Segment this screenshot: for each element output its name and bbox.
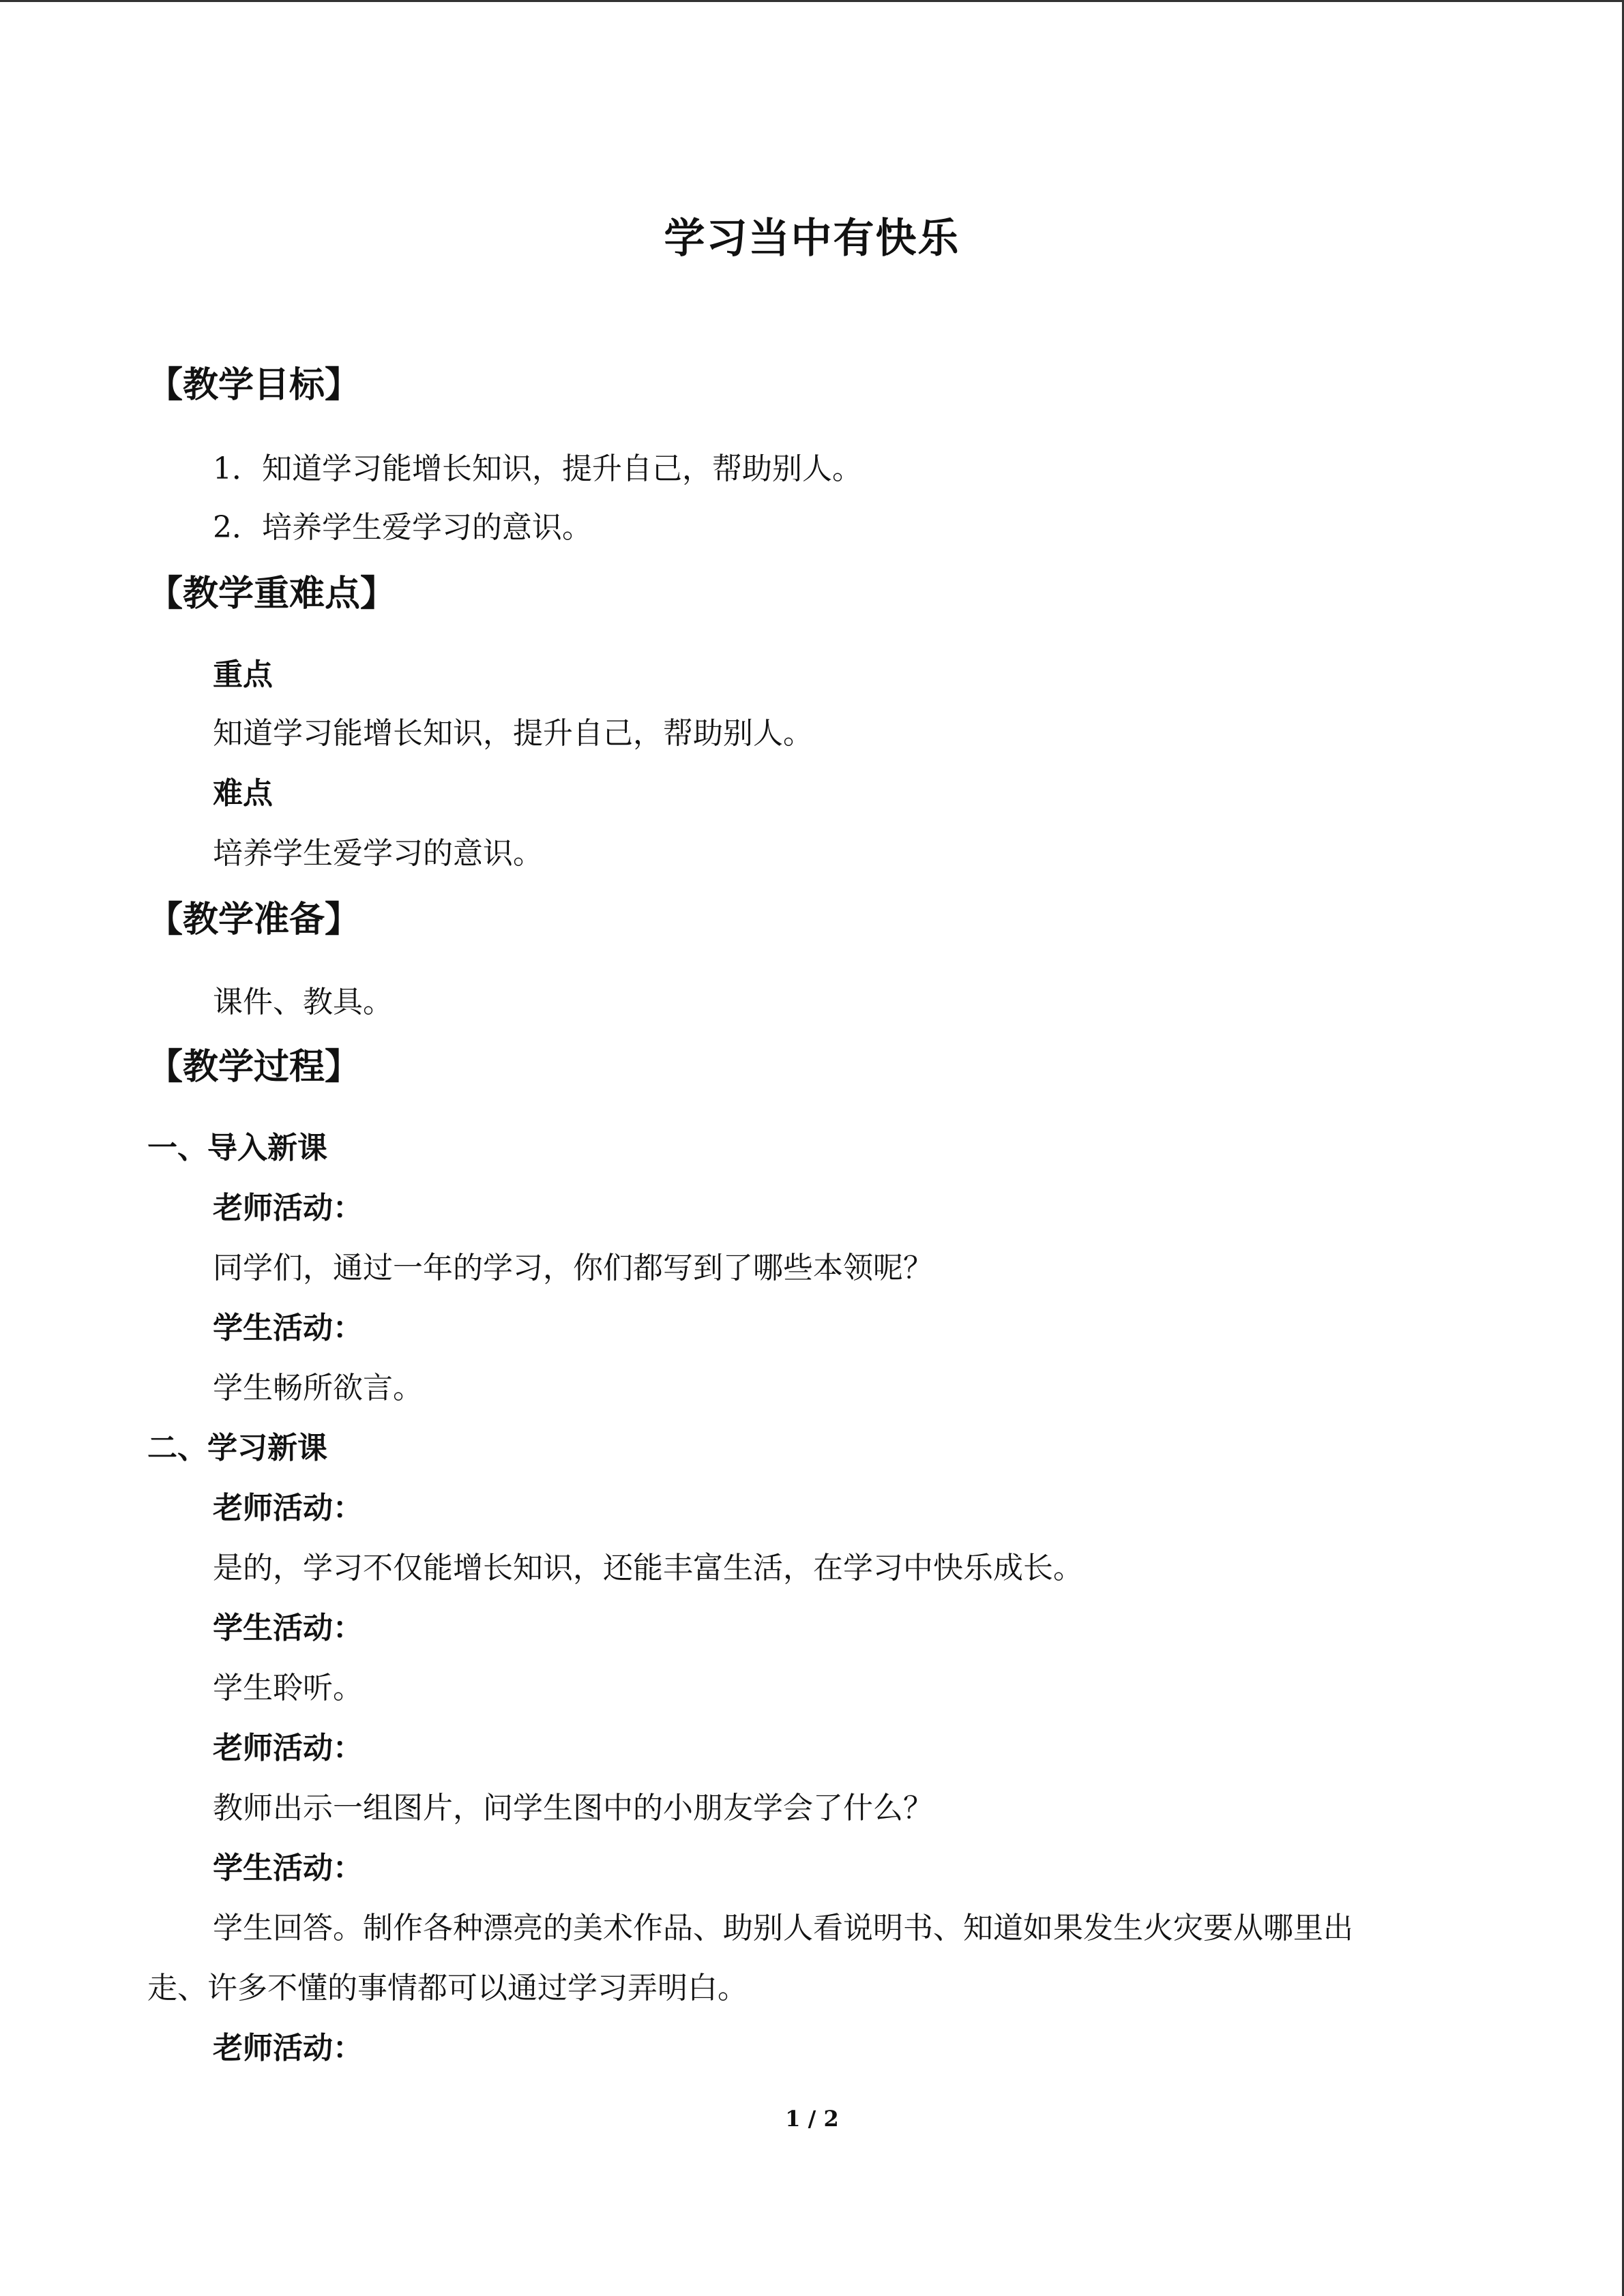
preparation-heading: 【教学准备】: [147, 899, 361, 940]
part2-student-label-2: 学生活动：: [213, 1851, 363, 1885]
goal-item-1: 1．知道学习能增长知识，提升自己，帮助别人。: [213, 451, 862, 486]
part2-student-text-1: 学生聆听。: [213, 1671, 363, 1705]
part1-student-text: 学生畅所欲言。: [213, 1371, 423, 1405]
goal-item-2: 2．培养学生爱学习的意识。: [213, 510, 592, 545]
focus-text: 知道学习能增长知识，提升自己，帮助别人。: [213, 716, 813, 751]
document-title: 学习当中有快乐: [664, 215, 960, 263]
process-heading: 【教学过程】: [147, 1046, 361, 1088]
part2-teacher-label-1: 老师活动：: [213, 1491, 363, 1525]
goals-heading: 【教学目标】: [147, 364, 361, 406]
part1-teacher-label: 老师活动：: [213, 1191, 363, 1225]
part1-student-label: 学生活动：: [213, 1311, 363, 1345]
part2-teacher-label-3: 老师活动：: [213, 2031, 363, 2066]
part2-teacher-label-2: 老师活动：: [213, 1731, 363, 1765]
keypoints-heading: 【教学重难点】: [147, 573, 396, 614]
part2-heading: 二、学习新课: [147, 1431, 327, 1465]
part1-heading: 一、导入新课: [147, 1131, 327, 1165]
part2-teacher-text-1: 是的，学习不仅能增长知识，还能丰富生活，在学习中快乐成长。: [213, 1551, 1083, 1585]
difficulty-label: 难点: [213, 776, 273, 811]
part2-student-label-1: 学生活动：: [213, 1611, 363, 1645]
focus-label: 重点: [213, 657, 273, 692]
part1-teacher-text: 同学们，通过一年的学习，你们都写到了哪些本领呢？: [213, 1251, 933, 1285]
part2-teacher-text-2: 教师出示一组图片，问学生图中的小朋友学会了什么？: [213, 1791, 933, 1825]
difficulty-text: 培养学生爱学习的意识。: [213, 836, 543, 871]
preparation-text: 课件、教具。: [213, 985, 393, 1019]
part2-student-text-2-line2: 走、许多不懂的事情都可以通过学习弄明白。: [147, 1971, 748, 2006]
part2-student-text-2-line1: 学生回答。制作各种漂亮的美术作品、助别人看说明书、知道如果发生火灾要从哪里出: [213, 1911, 1353, 1945]
page-number: 1 / 2: [785, 2106, 839, 2132]
